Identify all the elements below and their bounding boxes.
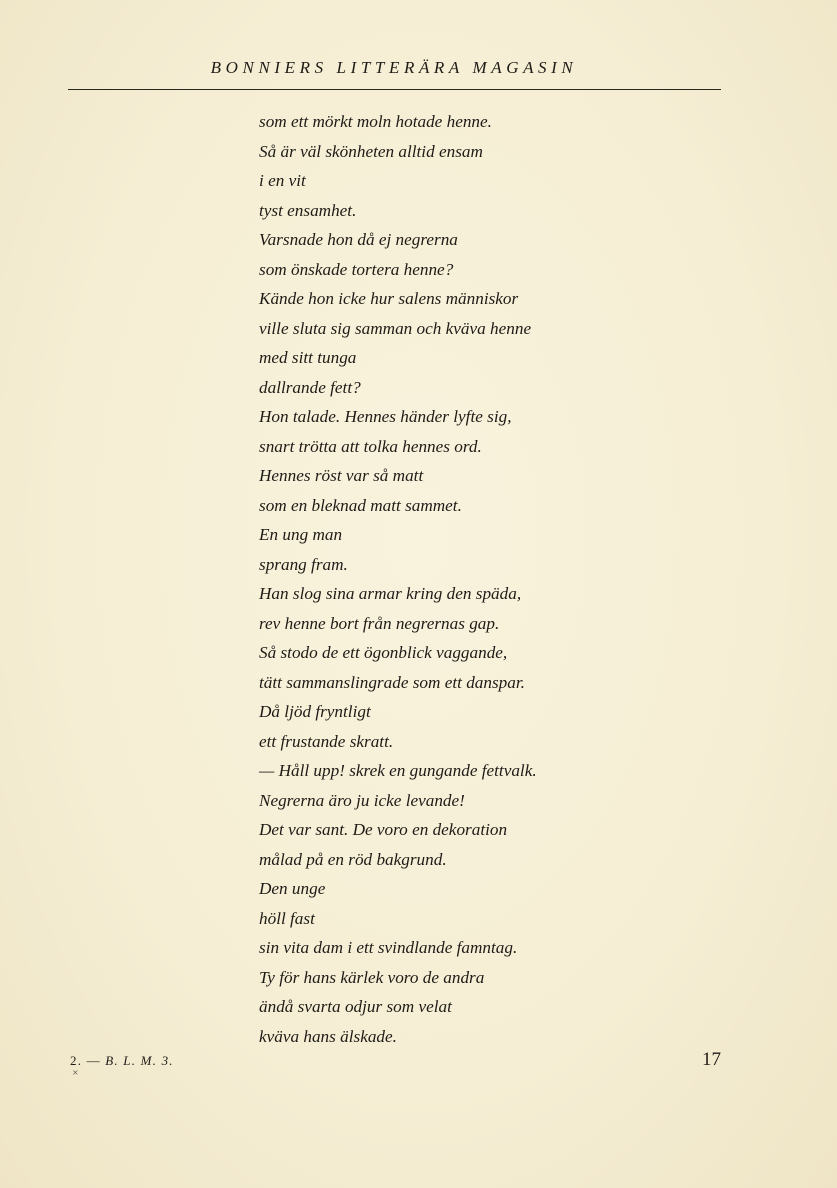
signature-issue: 3. <box>161 1053 174 1068</box>
poem-line: Den unge <box>259 879 326 898</box>
printer-signature <box>70 1053 174 1069</box>
poem-line: med sitt tunga <box>259 348 357 367</box>
poem-line: Ty för hans kärlek voro de andra <box>259 967 485 987</box>
poem-line: sin vita dam i ett svindlande famntag. <box>259 938 518 957</box>
poem-line: Hon talade. Hennes händer lyfte sig, <box>259 407 512 426</box>
poem-line: — Håll upp! skrek en gungande fettvalk. <box>259 761 537 780</box>
printer-mark: × <box>72 1068 79 1077</box>
poem-line: snart trötta att tolka hennes ord. <box>259 436 482 456</box>
page-number: 17 <box>702 1049 721 1070</box>
poem-line: kväva hans älskade. <box>259 1026 397 1046</box>
poem-line: tyst ensamhet. <box>259 200 357 220</box>
signature-label: B. L. M. <box>105 1053 158 1068</box>
poem-line: Så stodo de ett ögonblick vaggande, <box>259 643 508 662</box>
poem-line: Kände hon icke hur salens människor <box>259 289 519 308</box>
poem-body <box>259 107 729 1051</box>
poem-line: som önskade tortera henne? <box>259 259 454 279</box>
poem-line: målad på en röd bakgrund. <box>259 849 447 869</box>
signature-dash: — <box>86 1053 101 1068</box>
poem-line: sprang fram. <box>259 554 348 574</box>
poem-line: höll fast <box>259 908 315 928</box>
poem-line: som ett mörkt moln hotade henne. <box>259 112 492 131</box>
poem-line: ändå svarta odjur som velat <box>259 997 452 1016</box>
poem-line: tätt sammanslingrade som ett danspar. <box>259 672 525 692</box>
running-header: BONNIERS LITTERÄRA MAGASIN <box>210 58 578 77</box>
poem-line: Negrerna äro ju icke levande! <box>259 790 465 810</box>
poem-line: Så är väl skönheten alltid ensam <box>259 141 483 161</box>
poem-line: Det var sant. De voro en dekoration <box>259 820 508 839</box>
poem-line: som en bleknad matt sammet. <box>259 495 462 515</box>
poem-line: i en vit <box>259 171 306 190</box>
signature-number: 2. <box>70 1053 83 1068</box>
poem-line: En ung man <box>259 525 343 544</box>
poem-line: Han slog sina armar kring den späda, <box>259 584 522 603</box>
poem-line: rev henne bort från negrernas gap. <box>259 613 500 633</box>
poem-line: Hennes röst var så matt <box>259 466 424 485</box>
poem-line: Då ljöd fryntligt <box>259 702 371 721</box>
poem-line: ville sluta sig samman och kväva henne <box>259 318 532 338</box>
header-rule <box>68 89 721 90</box>
poem-line: ett frustande skratt. <box>259 731 394 751</box>
poem-line: Varsnade hon då ej negrerna <box>259 230 458 249</box>
poem-line: dallrande fett? <box>259 377 361 397</box>
